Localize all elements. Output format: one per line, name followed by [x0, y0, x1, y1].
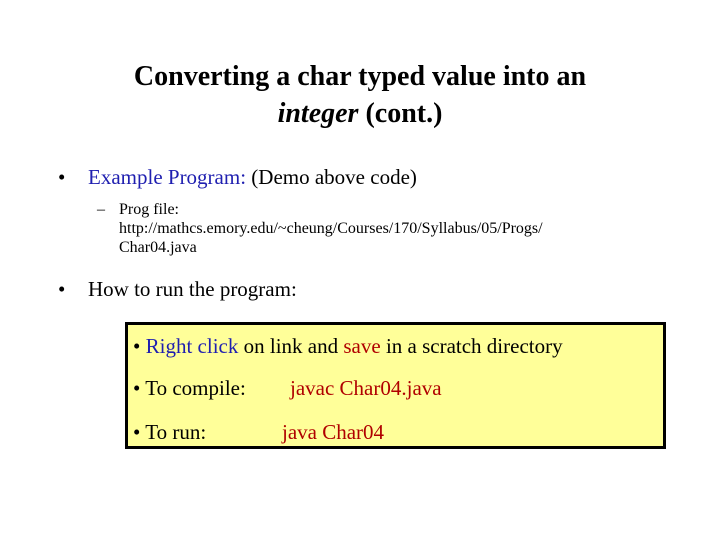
title-line-1: Converting a char typed value into an [133, 61, 587, 92]
prog-file-url-line-1: http://mathcs.emory.edu/~cheung/Courses/170/Syllabus/05/Progs/ [119, 220, 543, 237]
box-line-run [133, 420, 385, 444]
bullet-marker: • [58, 277, 66, 301]
run-label: To run: [145, 420, 207, 444]
slide-title [60, 58, 660, 132]
compile-label: To compile: [145, 376, 246, 400]
instructions-box [125, 322, 666, 449]
box-line-text: in a scratch directory [380, 334, 563, 358]
box-bullet-marker: • [133, 420, 141, 444]
right-click-text: Right click [145, 334, 239, 358]
bullet-text: How to run the program: [88, 277, 297, 301]
prog-file-url-line-2: Char04.java [119, 239, 197, 256]
title-italic-word: integer [277, 98, 359, 129]
run-command: java Char04 [282, 420, 385, 444]
sub-marker: – [97, 201, 105, 218]
box-bullet-marker: • [133, 376, 141, 400]
bullet-text [88, 164, 417, 190]
prog-file-label: Prog file: [119, 201, 179, 218]
example-program-rest: (Demo above code) [246, 165, 417, 189]
bullet-marker: • [58, 165, 66, 189]
box-line-compile [133, 376, 442, 400]
title-line-2-rest: (cont.) [358, 98, 443, 129]
sub-item-text [119, 200, 679, 257]
title-line-2 [60, 95, 660, 132]
compile-command: javac Char04.java [290, 376, 442, 400]
save-text: save [343, 334, 381, 358]
box-line-save [133, 334, 563, 358]
box-line-text: on link and [238, 334, 344, 358]
example-program-label: Example Program: [88, 165, 247, 189]
box-bullet-marker: • [133, 334, 141, 358]
